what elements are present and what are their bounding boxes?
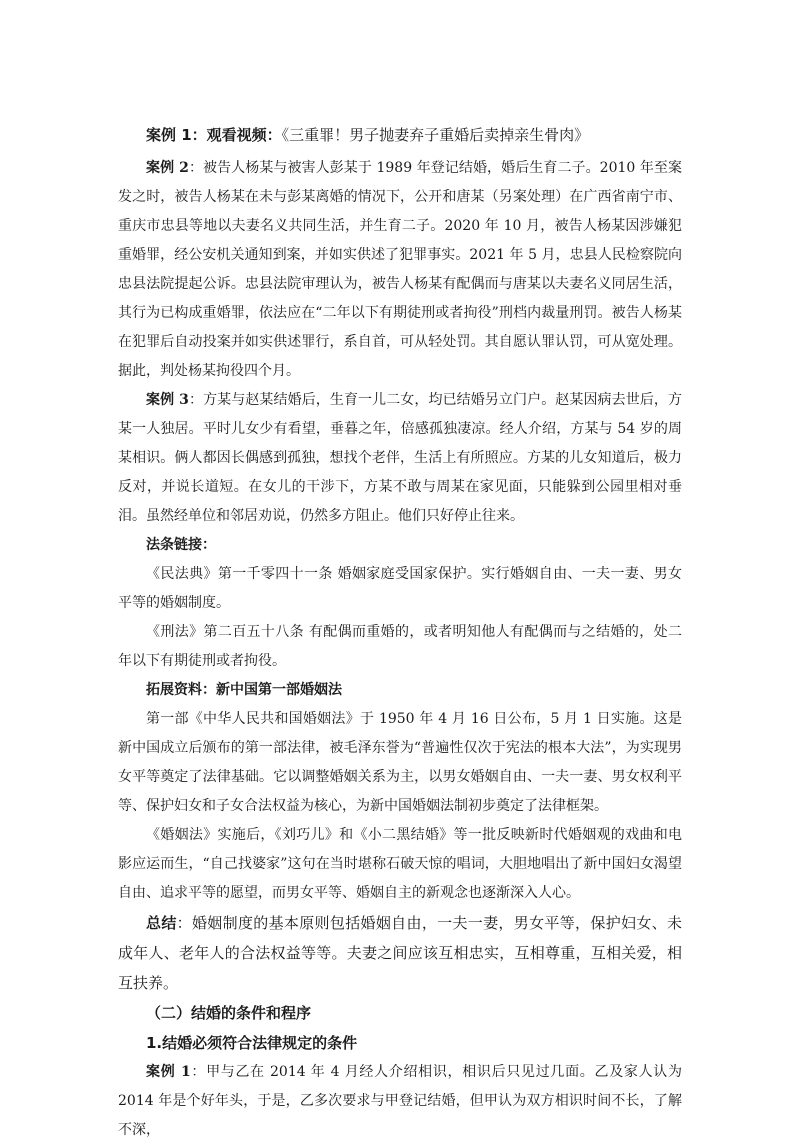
law-item-criminal-law: 《刑法》第二百五十八条 有配偶而重婚的，或者明知他人有配偶而与之结婚的，处二年以下有期徒刑或者拘役。: [118, 624, 682, 669]
summary-paragraph: [118, 908, 682, 998]
case-3-text: ：方某与赵某结婚后，生育一儿二女，均已结婚另立门户。赵某因病去世后，方某一人独居。平时儿女少有看望，垂暮之年，倍感孤独凄凉。经人介绍，方某与 54 岁的周某相识。俩人都因长偶感到孤独，想找个老伴，生活上有所照应。方某的儿女知道后，极力反对，并说长道短。在女儿的干涉下，方某不敢与周某在家见面，只能躲到公园里相对垂泪。虽然经单位和邻居劝说，仍然多方阻止。他们只好停止往来。: [118, 392, 682, 524]
summary-label: 总结: [146, 914, 177, 932]
summary-text: ：婚姻制度的基本原则包括婚姻自由，一夫一妻，男女平等，保护妇女、未成年人、老年人的合法权益等等。夫妻之间应该互相忠实，互相尊重，互相关爱，相互扶养。: [118, 914, 682, 992]
extend-heading: 拓展资料：新中国第一部婚姻法: [146, 682, 342, 698]
case-1-video-title: 《三重罪！男子抛妻弃子重婚后卖掉亲生骨肉》: [281, 126, 590, 144]
law-link-heading: 法条链接：: [146, 537, 216, 553]
case-next-paragraph: [118, 1058, 682, 1145]
section-2-title: （二）结婚的条件和程序: [146, 1004, 312, 1022]
case-next-text: ：甲与乙在 2014 年 4 月经人介绍相识，相识后只见过几面。乙及家人认为 2014 年是个好年头，于是，乙多次要求与甲登记结婚，但甲认为双方相识时间不长，了解不深，: [118, 1064, 682, 1138]
case-next-label: 案例 1: [146, 1064, 191, 1080]
case-3-paragraph: [118, 386, 682, 531]
section-2-subtitle: 1.结婚必须符合法律规定的条件: [146, 1034, 358, 1052]
case-3-label: 案例 3: [146, 392, 189, 408]
extend-paragraph-1: 第一部《中华人民共和国婚姻法》于 1950 年 4 月 16 日公布，5 月 1 日实施。这是新中国成立后颁布的第一部法律，被毛泽东誉为“普遍性仅次于宪法的根本大法”，为实现男女平等奠定了法律基础。它以调整婚姻关系为主，以男女婚姻自由、一夫一妻、男女权利平等、保护妇女和子女合法权益为核心，为新中国婚姻法制初步奠定了法律框架。: [118, 711, 682, 814]
case-2-label: 案例 2: [146, 160, 189, 176]
extend-paragraph-2: 《婚姻法》实施后，《刘巧儿》和《小二黑结婚》等一批反映新时代婚姻观的戏曲和电影应运而生，“自己找婆家”这句在当时堪称石破天惊的唱词，大胆地唱出了新中国妇女渴望自由、追求平等的愿望，而男女平等、婚姻自主的新观念也逐渐深入人心。: [118, 827, 682, 901]
case-1-video: [118, 120, 682, 150]
case-2-text: ：被告人杨某与被害人彭某于 1989 年登记结婚，婚后生育二子。2010 年至案发之时，被告人杨某在未与彭某离婚的情况下，公开和唐某（另案处理）在广西省南宁市、重庆市忠县等地以夫妻名义共同生活，并生育二子。2020 年 10 月，被告人杨某因涉嫌犯重婚罪，经公安机关通知到案，并如实供述了犯罪事实。2021 年 5 月，忠县人民检察院向忠县法院提起公诉。忠县法院审理认为，被告人杨某有配偶而与唐某以夫妻名义同居生活，其行为已构成重婚罪，依法应在“二年以下有期徒刑或者拘役”刑档内裁量刑罚。被告人杨某在犯罪后自动投案并如实供述罪行，系自首，可从轻处罚。其自愿认罪认罚，可从宽处理。据此，判处杨某拘役四个月。: [118, 160, 682, 379]
law-item-civil-code: 《民法典》第一千零四十一条 婚姻家庭受国家保护。实行婚姻自由、一夫一妻、男女平等的婚姻制度。: [118, 566, 682, 611]
case-1-label: 案例 1：观看视频：: [146, 126, 282, 144]
document-page: [118, 120, 682, 1145]
case-2-paragraph: [118, 154, 682, 386]
